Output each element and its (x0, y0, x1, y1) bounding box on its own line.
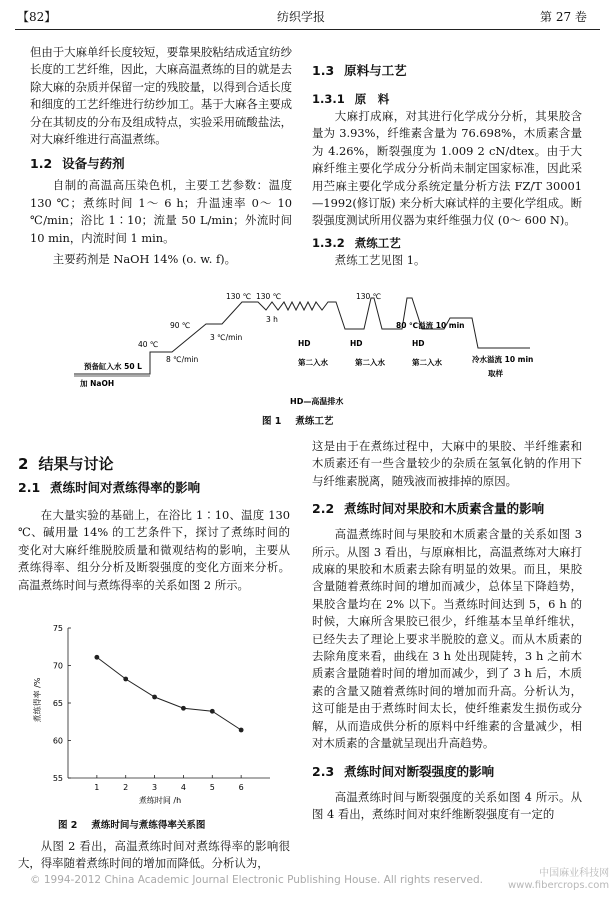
step-label: 80 ℃溢流 10 min (396, 321, 465, 330)
heading-1-3: 1.3 原料与工艺 (312, 63, 407, 78)
heading-2-2: 2.2 煮练时间对果胶和木质素含量的影响 (312, 501, 545, 517)
x-tick-label: 3 (152, 783, 158, 792)
paragraph: 煮练工艺见图 1。 (334, 252, 426, 267)
temp-label: 90 ℃ (170, 321, 191, 330)
data-point (94, 655, 99, 660)
y-tick-label: 60 (52, 736, 63, 746)
section-2-left-bottom (18, 838, 290, 873)
hd-label: HD (350, 339, 363, 348)
heading-2-1: 2.1 煮练时间对煮练得率的影响 (18, 480, 201, 495)
x-tick-label: 4 (180, 783, 186, 792)
temp-label: 40 ℃ (138, 340, 159, 349)
time-label: 3 h (266, 315, 278, 324)
data-point (239, 728, 244, 733)
left-column-top (30, 44, 292, 268)
volume-number: 第 27 卷 (540, 10, 587, 24)
temp-label: 130 ℃ (256, 292, 282, 301)
legend-note: HD—高温排水 (290, 397, 344, 406)
data-point (152, 695, 157, 700)
figure-2-caption: 图 2 煮练时间与煮练得率关系图 (58, 820, 206, 831)
heading-1-2: 1.2 设备与药剂 (30, 156, 125, 172)
x-tick-label: 1 (94, 783, 100, 792)
step-label: 第二入水 (298, 358, 328, 367)
hd-label: HD (298, 339, 311, 348)
paragraph: 但由于大麻单纤长度较短，要靠果胶粘结成适宜纺纱长度的工艺纤维，因此，大麻高温煮练的目的就是去除大麻的杂质并保留一定的残胶量，以得到合适长度和细度的工艺纤维进行纺纱加工。基于大麻各主要成分在其韧皮的分布及组成特点，实验采用硫酸盐法，对大麻纤维进行高温煮练。 (30, 45, 292, 147)
figure-1-caption: 图 1 煮练工艺 (262, 416, 334, 427)
step-label: 第二入水 (412, 358, 442, 367)
heading-1-3-2: 1.3.2 煮练工艺 (312, 235, 401, 250)
step-label: 冷水溢流 10 min (472, 355, 534, 364)
header-rule (15, 29, 600, 30)
y-tick-label: 70 (52, 661, 63, 671)
data-point (181, 706, 186, 711)
series-line (97, 657, 241, 730)
paragraph: 自制的高温高压染色机，主要工艺参数：温度 130 ℃；煮练时间 1～ 6 h；升温速率 0～ 10 ℃/min；浴比 1∶10；流量 50 L/min；外流时间 10 min，内流时间 1 min。 (30, 178, 292, 245)
y-tick-label: 75 (52, 624, 63, 633)
chart-ticks (53, 624, 244, 792)
x-tick-label: 2 (123, 783, 129, 792)
rate-label: 8 ℃/min (166, 355, 199, 364)
hd-label: HD (412, 339, 425, 348)
heading-1-3-1: 1.3.1 原 料 (312, 92, 390, 106)
x-tick-label: 5 (209, 783, 215, 792)
series-points (94, 655, 243, 733)
y-axis-label: 煮练得率 /% (33, 677, 42, 723)
paragraph: 高温煮练时间与果胶和木质素含量的关系如图 3 所示。从图 3 看出，与原麻相比，高温煮练对大麻打成麻的果胶和木质素去除有明显的效果。而且，果胶含量随着煮练时间的增加而减少，总体呈下降趋势，果胶含量均在 2% 以下。当煮练时间达到 5，6 h 的时候，大麻所含果胶已很少，纤维基本呈单纤维状，已经失去了理论上要求半脱胶的意义。而从木质素的去除角度来看，曲线在 3 h 处出现陡转，3 h 之前木质素含量随着时间的增加而减少，到了 3 h 后，木质素的含量又随着煮练时间的增加而升高。分析认为，这可能是由于煮练时间太长，使纤维素发生损伤或分解，从而造成供分析的原料中纤维素的含量减少，相对木质素的含量就呈现出升高趋势。 (312, 527, 582, 751)
paragraph: 大麻打成麻，对其进行化学成分分析，其果胶含量为 3.93%，纤维素含量为 76.698%，木质素含量为 4.26%，断裂强度为 1.009 2 cN/dtex。由于大麻纤维主要化学成分分析尚未制定国家标准，因此采用苎麻主要化学成分系统定量分析方法 FZ/T 30001—1992(修订版) 来分析大麻试样的主要化学组成。断裂强度测试所用仪器为束纤维强力仪 (0～ 600 N)。 (312, 109, 582, 228)
right-column-top (312, 62, 582, 269)
data-point (123, 677, 128, 682)
paragraph: 在大量实验的基础上，在浴比 1∶10、温度 130 ℃、碱用量 14% 的工艺条件下，探讨了煮练时间的变化对大麻纤维脱胶质量和微观结构的影响，主要从煮练得率、组分分析及断裂强度的变化方面来分析。高温煮练时间与煮练得率的关系如图 2 所示。 (18, 508, 290, 592)
line-chart (30, 620, 280, 808)
paragraph: 高温煮练时间与断裂强度的关系如图 4 所示。从图 4 看出，煮练时间对束纤维断裂强度有一定的 (312, 789, 582, 821)
x-axis-label: 煮练时间 /h (138, 796, 182, 805)
copyright-footer: © 1994-2012 China Academic Journal Electronic Publishing House. All rights reserved. (30, 874, 483, 886)
paragraph: 从图 2 看出，高温煮练时间对煮练得率的影响很大，得率随着煮练时间的增加而降低。分析认为， (18, 839, 290, 871)
heading-2-3: 2.3 煮练时间对断裂强度的影响 (312, 763, 495, 779)
step-label: 加 NaOH (80, 379, 115, 388)
y-tick-label: 55 (52, 774, 63, 783)
paragraph: 主要药剂是 NaOH 14% (o. w. f)。 (52, 252, 236, 267)
temp-label: 130 ℃ (356, 292, 382, 301)
section-2-left (18, 455, 290, 594)
heading-2: 2 结果与讨论 (18, 455, 114, 473)
x-tick-label: 6 (238, 783, 244, 792)
rate-label: 3 ℃/min (210, 333, 243, 342)
step-label: 预备缸入水 50 L (84, 362, 142, 371)
y-tick-label: 65 (52, 699, 63, 708)
temp-label: 130 ℃ (226, 292, 252, 301)
watermark: 中国麻业科技网 www.fibercrops.com (508, 868, 610, 891)
data-point (210, 709, 215, 714)
right-column-mid (312, 438, 582, 823)
step-label: 第二入水 (355, 358, 385, 367)
step-label: 取样 (488, 369, 503, 378)
page-number: 【82】 (17, 10, 57, 24)
paragraph: 这是由于在煮练过程中，大麻中的果胶、半纤维素和木质素还有一些含量较少的杂质在氢氧化钠的作用下与纤维素脱离，随残液而被排掉的原因。 (312, 439, 582, 488)
journal-name: 纺织学报 (277, 10, 326, 24)
process-diagram (60, 290, 560, 410)
